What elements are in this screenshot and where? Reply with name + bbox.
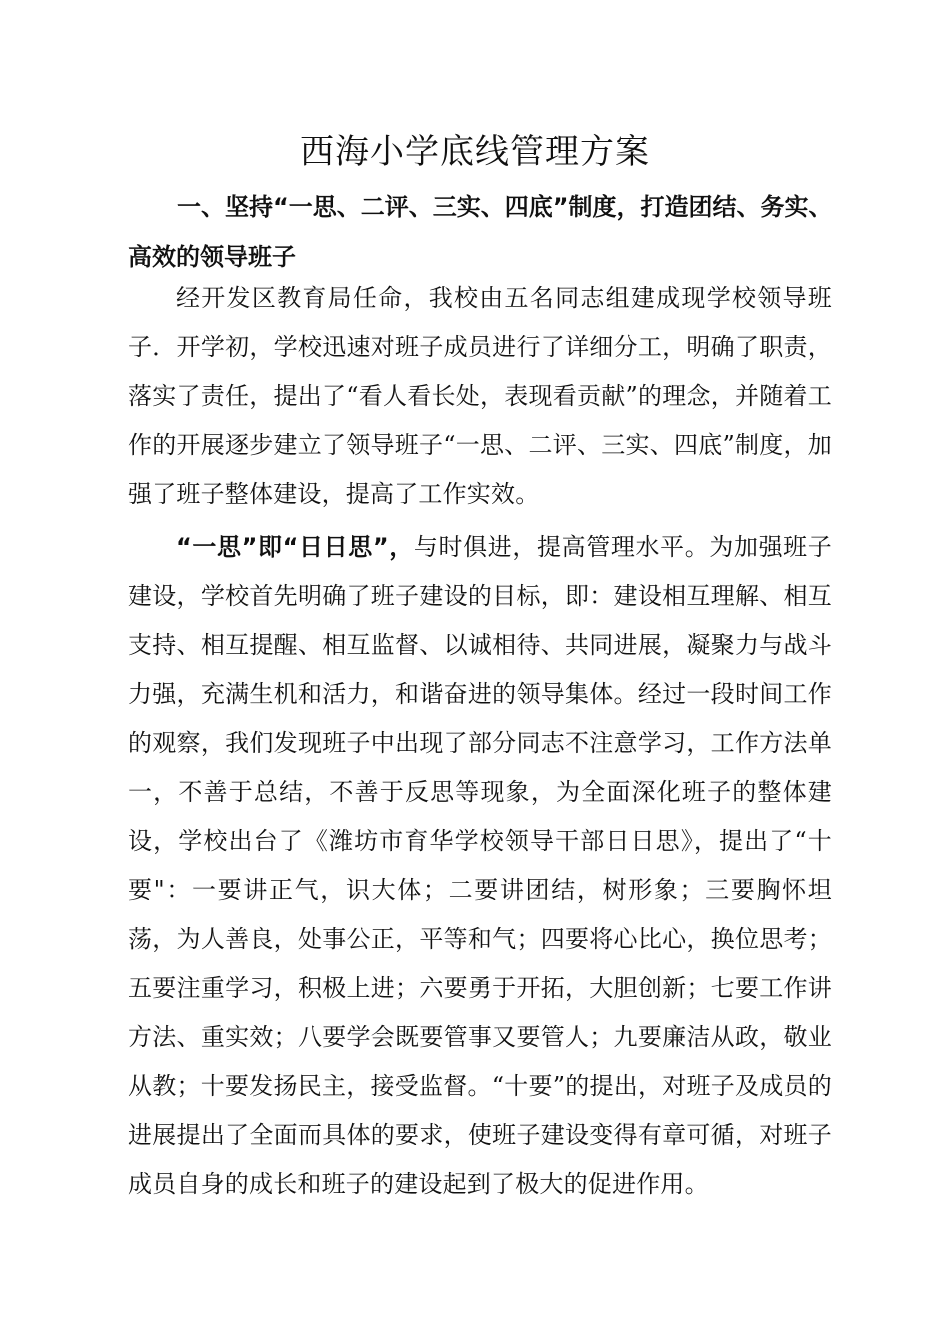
paragraph-2 (128, 523, 832, 1209)
paragraph-2-body: 与时俱进，提高管理水平。为加强班子建设，学校首先明确了班子建设的目标，即：建设相互理解、相互支持、相互提醒、相互监督、以诚相待、共同进展，凝聚力与战斗力强，充满生机和活力，和谐奋进的领导集体。经过一段时间工作的观察，我们发现班子中出现了部分同志不注意学习，工作方法单一，不善于总结，不善于反思等现象，为全面深化班子的整体建设，学校出台了《潍坊市育华学校领导干部日日思》，提出了“十要"：一要讲正气，识大体；二要讲团结，树形象；三要胸怀坦荡，为人善良，处事公正，平等和气；四要将心比心，换位思考；五要注重学习，积极上进；六要勇于开拓，大胆创新；七要工作讲方法、重实效；八要学会既要管事又要管人；九要廉洁从政，敬业从教；十要发扬民主，接受监督。“十要”的提出，对班子及成员的进展提出了全面而具体的要求，使班子建设变得有章可循，对班子成员自身的成长和班子的建设起到了极大的促进作用。 (128, 533, 832, 1198)
paragraph-2-lead: “一思”即“日日思”， (176, 533, 414, 561)
section-heading: 一、坚持“一思、二评、三实、四底”制度，打造团结、务实、高效的领导班子 (128, 193, 833, 271)
paragraph-1: 经开发区教育局任命，我校由五名同志组建成现学校领导班子．开学初，学校迅速对班子成员进行了详细分工，明确了职责，落实了责任，提出了“看人看长处，表现看贡献”的理念，并随着工作的开展逐步建立了领导班子“一思、二评、三实、四底”制度，加强了班子整体建设，提高了工作实效。 (128, 284, 832, 508)
document-title: 西海小学底线管理方案 (300, 132, 650, 172)
